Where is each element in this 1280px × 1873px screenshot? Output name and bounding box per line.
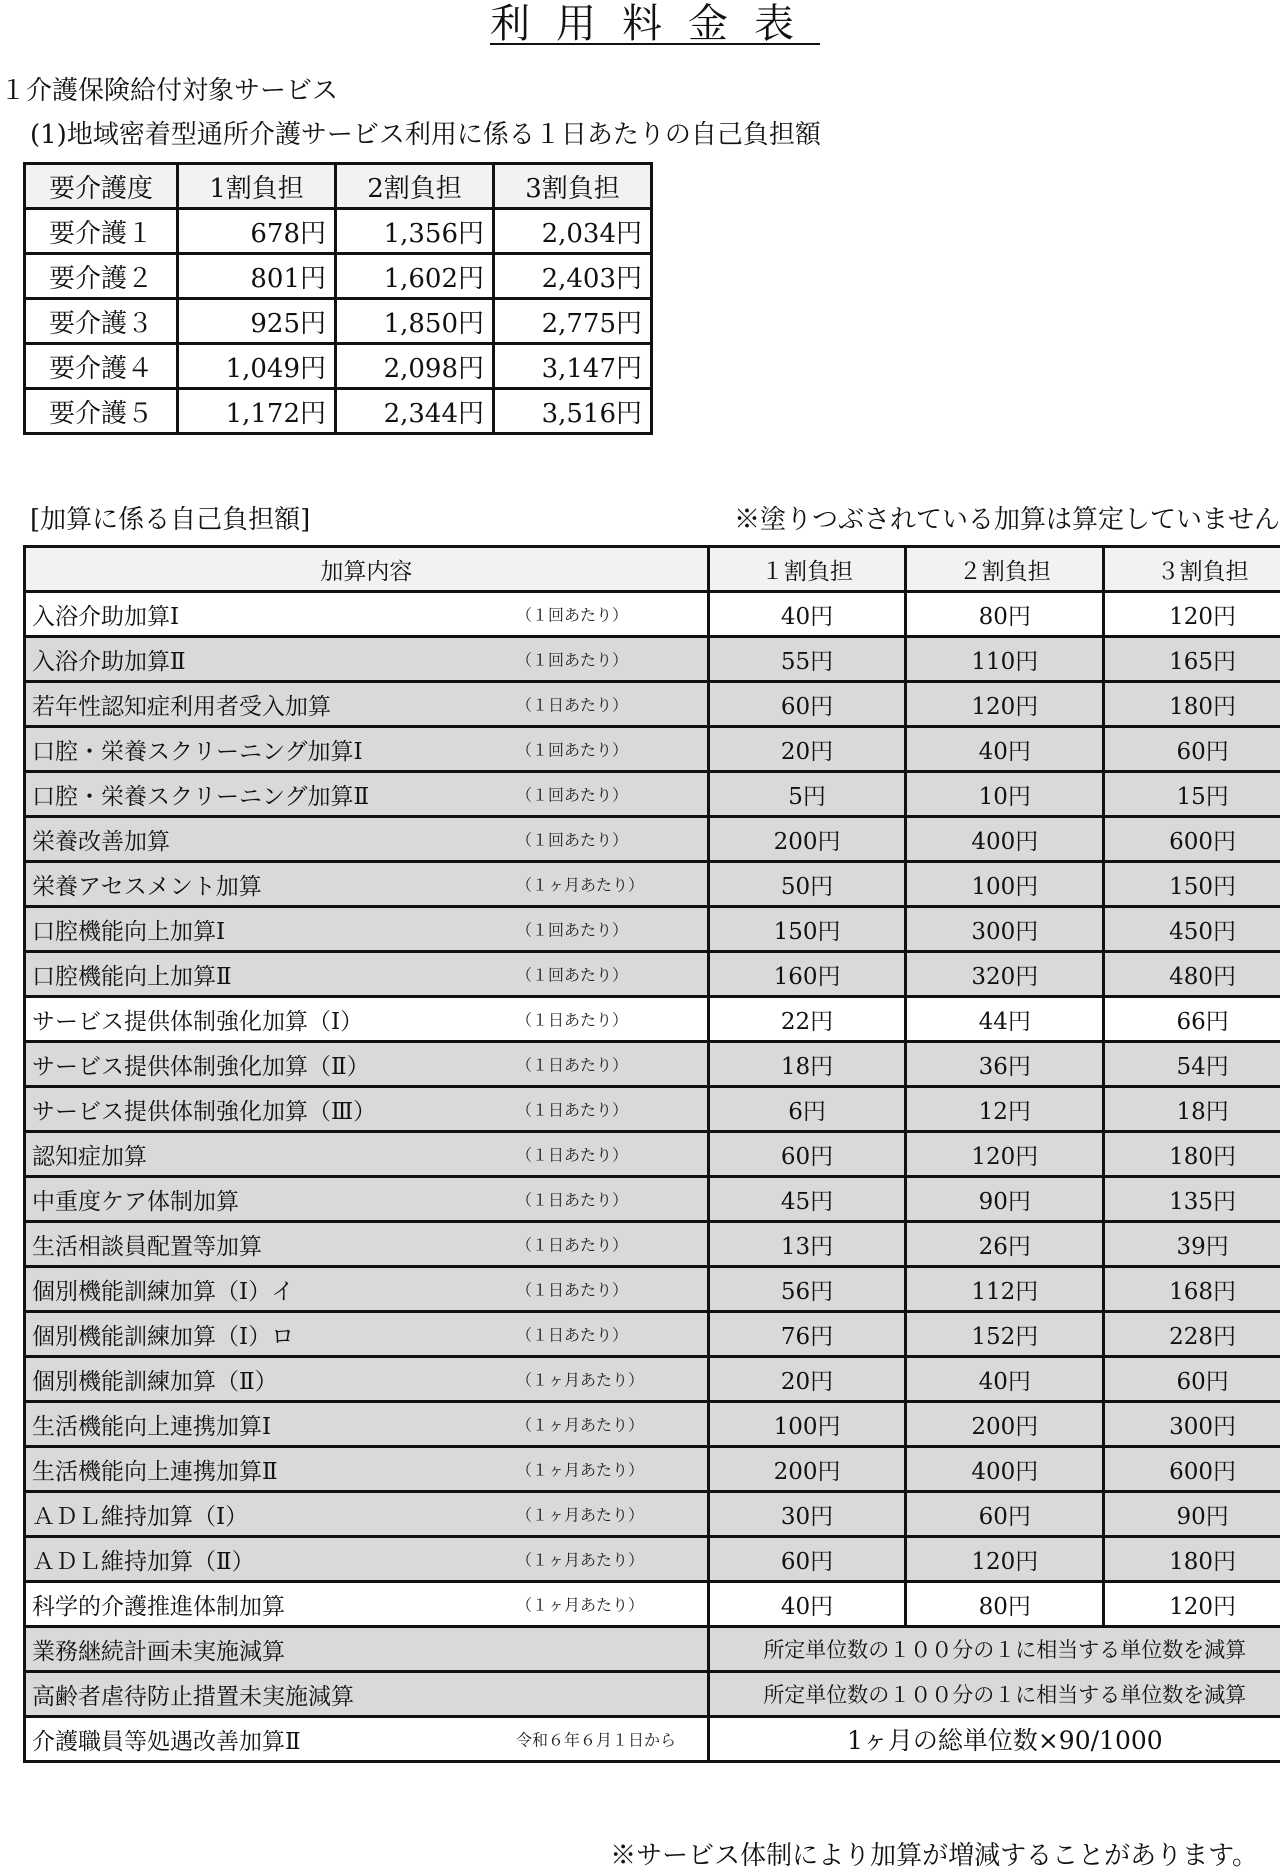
fee-1-cell: 22円 <box>708 997 906 1042</box>
fee-1-cell: 200円 <box>708 1447 906 1492</box>
fee-2-cell: 110円 <box>906 637 1104 682</box>
addition-name: 栄養アセスメント加算 <box>32 873 262 900</box>
addition-name: 栄養改善加算 <box>32 828 170 855</box>
table-row <box>25 1357 1280 1402</box>
fee-3-cell: 39円 <box>1104 1222 1280 1267</box>
fee-2-cell: 80円 <box>906 592 1104 637</box>
table-row <box>25 1042 1280 1087</box>
footer-note: ※サービス体制により加算が増減することがあります。 <box>610 1841 1258 1871</box>
fee-2-cell: 120円 <box>906 1537 1104 1582</box>
addition-unit: （１ヶ月あたり） <box>516 1550 645 1570</box>
section-subheading: (1)地域密着型通所介護サービス利用に係る１日あたりの自己負担額 <box>30 120 821 150</box>
fee-3-cell: 120円 <box>1104 592 1280 637</box>
addition-name-cell <box>25 1537 709 1582</box>
fee-3-cell: 15円 <box>1104 772 1280 817</box>
fee-1-cell: 40円 <box>708 1582 906 1627</box>
addition-name-cell <box>25 1042 709 1087</box>
addition-name: 個別機能訓練加算（Ⅰ）ロ <box>32 1323 295 1350</box>
care-level-cell: 要介護２ <box>25 254 178 299</box>
fee-2-cell: 44円 <box>906 997 1104 1042</box>
fee-3-cell: 2,403円 <box>494 254 652 299</box>
column-header: ２割負担 <box>906 547 1104 592</box>
table-header-row <box>25 164 652 209</box>
fee-3-cell: 180円 <box>1104 1132 1280 1177</box>
addition-name-cell <box>25 1717 709 1762</box>
addition-name-cell <box>25 1672 709 1717</box>
fee-1-cell: 45円 <box>708 1177 906 1222</box>
fee-2-cell: 26円 <box>906 1222 1104 1267</box>
column-header: 1割負担 <box>178 164 336 209</box>
fee-1-cell: 150円 <box>708 907 906 952</box>
addition-unit: （１ヶ月あたり） <box>516 1415 645 1435</box>
column-header: ３割負担 <box>1104 547 1280 592</box>
table-row <box>25 1582 1280 1627</box>
fee-3-cell: 90円 <box>1104 1492 1280 1537</box>
column-header: 加算内容 <box>25 547 709 592</box>
addition-name: 入浴介助加算Ⅰ <box>32 603 180 630</box>
fee-1-cell: 40円 <box>708 592 906 637</box>
addition-name-cell <box>25 997 709 1042</box>
addition-name-cell <box>25 637 709 682</box>
fee-2-cell: 300円 <box>906 907 1104 952</box>
addition-note: ※塗りつぶされている加算は算定していません <box>733 505 1280 535</box>
fee-3-cell: 18円 <box>1104 1087 1280 1132</box>
addition-name: ＡＤＬ維持加算（Ⅰ） <box>32 1503 249 1530</box>
addition-name: 生活機能向上連携加算Ⅱ <box>32 1458 278 1485</box>
fee-3-cell: 3,516円 <box>494 389 652 434</box>
base-fee-table <box>23 162 653 435</box>
addition-name: 生活相談員配置等加算 <box>32 1233 262 1260</box>
fee-3-cell: 600円 <box>1104 1447 1280 1492</box>
addition-name-cell <box>25 772 709 817</box>
fee-2-cell: 90円 <box>906 1177 1104 1222</box>
fee-3-cell: 300円 <box>1104 1402 1280 1447</box>
fee-3-cell: 480円 <box>1104 952 1280 997</box>
addition-name-cell <box>25 1357 709 1402</box>
addition-name: 介護職員等処遇改善加算Ⅱ <box>32 1728 301 1755</box>
table-row <box>25 1492 1280 1537</box>
addition-name-cell <box>25 1267 709 1312</box>
column-header: １割負担 <box>708 547 906 592</box>
addition-unit: （１ヶ月あたり） <box>516 875 645 895</box>
fee-3-cell: 66円 <box>1104 997 1280 1042</box>
table-row <box>25 592 1280 637</box>
table-row <box>25 1447 1280 1492</box>
fee-1-cell: 20円 <box>708 1357 906 1402</box>
addition-name-cell <box>25 907 709 952</box>
addition-name: 口腔・栄養スクリーニング加算Ⅱ <box>32 783 370 810</box>
fee-3-cell: 2,034円 <box>494 209 652 254</box>
addition-name-cell <box>25 1402 709 1447</box>
fee-1-cell: 100円 <box>708 1402 906 1447</box>
fee-3-cell: 60円 <box>1104 1357 1280 1402</box>
fee-3-cell: 135円 <box>1104 1177 1280 1222</box>
care-level-cell: 要介護４ <box>25 344 178 389</box>
fee-2-cell: 2,344円 <box>336 389 494 434</box>
addition-name-cell <box>25 592 709 637</box>
care-level-cell: 要介護１ <box>25 209 178 254</box>
fee-2-cell: 40円 <box>906 727 1104 772</box>
fee-1-cell: 60円 <box>708 1132 906 1177</box>
table-row <box>25 772 1280 817</box>
fee-2-cell: 40円 <box>906 1357 1104 1402</box>
fee-2-cell: 1,356円 <box>336 209 494 254</box>
addition-name-cell <box>25 1627 709 1672</box>
table-row <box>25 907 1280 952</box>
fee-3-cell: 180円 <box>1104 682 1280 727</box>
addition-name-cell <box>25 1177 709 1222</box>
calculation-rule-cell: 所定単位数の１００分の１に相当する単位数を減算 <box>708 1672 1280 1717</box>
addition-name: 業務継続計画未実施減算 <box>32 1638 285 1665</box>
addition-name: 個別機能訓練加算（Ⅰ）イ <box>32 1278 295 1305</box>
addition-name: 入浴介助加算Ⅱ <box>32 648 186 675</box>
addition-unit: （１日あたり） <box>516 1235 629 1255</box>
addition-name-cell <box>25 1582 709 1627</box>
table-header-row <box>25 547 1280 592</box>
addition-unit: （１回あたり） <box>516 605 629 625</box>
addition-name: 科学的介護推進体制加算 <box>32 1593 285 1620</box>
fee-2-cell: 100円 <box>906 862 1104 907</box>
addition-name-cell <box>25 1312 709 1357</box>
table-row <box>25 1672 1280 1717</box>
fee-1-cell: 20円 <box>708 727 906 772</box>
fee-3-cell: 450円 <box>1104 907 1280 952</box>
table-row <box>25 1627 1280 1672</box>
fee-1-cell: 55円 <box>708 637 906 682</box>
addition-name-cell <box>25 1132 709 1177</box>
addition-unit: （１ヶ月あたり） <box>516 1505 645 1525</box>
addition-heading: [加算に係る自己負担額] <box>30 505 311 535</box>
table-row <box>25 1312 1280 1357</box>
addition-name-cell <box>25 952 709 997</box>
table-row <box>25 727 1280 772</box>
addition-unit: （１日あたり） <box>516 1325 629 1345</box>
addition-name: サービス提供体制強化加算（Ⅰ） <box>32 1008 364 1035</box>
fee-2-cell: 400円 <box>906 817 1104 862</box>
fee-1-cell: 56円 <box>708 1267 906 1312</box>
fee-2-cell: 112円 <box>906 1267 1104 1312</box>
calculation-rule-cell: 所定単位数の１００分の１に相当する単位数を減算 <box>708 1627 1280 1672</box>
addition-name-cell <box>25 1447 709 1492</box>
addition-name: サービス提供体制強化加算（Ⅱ） <box>32 1053 370 1080</box>
fee-3-cell: 168円 <box>1104 1267 1280 1312</box>
addition-name: ＡＤＬ維持加算（Ⅱ） <box>32 1548 255 1575</box>
fee-1-cell: 1,172円 <box>178 389 336 434</box>
addition-unit: （１日あたり） <box>516 1010 629 1030</box>
addition-name: 生活機能向上連携加算Ⅰ <box>32 1413 272 1440</box>
fee-1-cell: 200円 <box>708 817 906 862</box>
addition-name: 中重度ケア体制加算 <box>32 1188 239 1215</box>
fee-3-cell: 180円 <box>1104 1537 1280 1582</box>
addition-unit: （１回あたり） <box>516 650 629 670</box>
table-row <box>25 682 1280 727</box>
fee-1-cell: 50円 <box>708 862 906 907</box>
fee-2-cell: 152円 <box>906 1312 1104 1357</box>
fee-2-cell: 320円 <box>906 952 1104 997</box>
fee-1-cell: 6円 <box>708 1087 906 1132</box>
addition-name: 認知症加算 <box>32 1143 147 1170</box>
table-row <box>25 997 1280 1042</box>
fee-1-cell: 30円 <box>708 1492 906 1537</box>
fee-2-cell: 1,602円 <box>336 254 494 299</box>
addition-unit: （１日あたり） <box>516 695 629 715</box>
fee-3-cell: 165円 <box>1104 637 1280 682</box>
fee-1-cell: 13円 <box>708 1222 906 1267</box>
table-row <box>25 209 652 254</box>
table-row <box>25 1177 1280 1222</box>
table-row <box>25 1402 1280 1447</box>
fee-3-cell: 54円 <box>1104 1042 1280 1087</box>
fee-1-cell: 60円 <box>708 1537 906 1582</box>
addition-name: 口腔・栄養スクリーニング加算Ⅰ <box>32 738 363 765</box>
table-row <box>25 1087 1280 1132</box>
addition-unit: （１回あたり） <box>516 830 629 850</box>
table-row <box>25 1717 1280 1762</box>
table-row <box>25 1132 1280 1177</box>
addition-name: 口腔機能向上加算Ⅰ <box>32 918 226 945</box>
fee-3-cell: 150円 <box>1104 862 1280 907</box>
addition-name-cell <box>25 682 709 727</box>
addition-name-cell <box>25 1087 709 1132</box>
table-row <box>25 254 652 299</box>
fee-3-cell: 3,147円 <box>494 344 652 389</box>
fee-2-cell: 60円 <box>906 1492 1104 1537</box>
fee-2-cell: 2,098円 <box>336 344 494 389</box>
addition-name: 若年性認知症利用者受入加算 <box>32 693 331 720</box>
fee-2-cell: 120円 <box>906 682 1104 727</box>
fee-2-cell: 120円 <box>906 1132 1104 1177</box>
addition-unit: （１日あたり） <box>516 1190 629 1210</box>
table-row <box>25 952 1280 997</box>
addition-unit: （１回あたり） <box>516 740 629 760</box>
addition-name-cell <box>25 817 709 862</box>
fee-1-cell: 160円 <box>708 952 906 997</box>
fee-2-cell: 12円 <box>906 1087 1104 1132</box>
addition-name-cell <box>25 1222 709 1267</box>
fee-1-cell: 76円 <box>708 1312 906 1357</box>
addition-unit: （１回あたり） <box>516 920 629 940</box>
column-header: 2割負担 <box>336 164 494 209</box>
addition-unit: （１回あたり） <box>516 785 629 805</box>
fee-3-cell: 600円 <box>1104 817 1280 862</box>
addition-name: サービス提供体制強化加算（Ⅲ） <box>32 1098 377 1125</box>
addition-unit: （１回あたり） <box>516 965 629 985</box>
fee-2-cell: 1,850円 <box>336 299 494 344</box>
addition-name: 高齢者虐待防止措置未実施減算 <box>32 1683 354 1710</box>
addition-name: 口腔機能向上加算Ⅱ <box>32 963 232 990</box>
column-header: 3割負担 <box>494 164 652 209</box>
fee-2-cell: 10円 <box>906 772 1104 817</box>
fee-1-cell: 5円 <box>708 772 906 817</box>
calculation-rule-cell: 1ヶ月の総単位数×90/1000 <box>708 1717 1280 1762</box>
addition-name-cell <box>25 1492 709 1537</box>
table-row <box>25 1537 1280 1582</box>
addition-name-cell <box>25 727 709 772</box>
care-level-cell: 要介護３ <box>25 299 178 344</box>
fee-3-cell: 120円 <box>1104 1582 1280 1627</box>
addition-unit: （１ヶ月あたり） <box>516 1370 645 1390</box>
page-title: 利用料金表 <box>490 1 820 47</box>
fee-2-cell: 80円 <box>906 1582 1104 1627</box>
fee-3-cell: 2,775円 <box>494 299 652 344</box>
addition-unit: 令和６年６月１日から <box>516 1730 677 1750</box>
table-row <box>25 1267 1280 1312</box>
care-level-cell: 要介護５ <box>25 389 178 434</box>
fee-2-cell: 200円 <box>906 1402 1104 1447</box>
section-heading: １介護保険給付対象サービス <box>0 76 339 106</box>
table-row <box>25 862 1280 907</box>
addition-unit: （１ヶ月あたり） <box>516 1595 645 1615</box>
fee-2-cell: 400円 <box>906 1447 1104 1492</box>
fee-1-cell: 678円 <box>178 209 336 254</box>
table-row <box>25 817 1280 862</box>
fee-1-cell: 801円 <box>178 254 336 299</box>
table-row <box>25 637 1280 682</box>
fee-3-cell: 60円 <box>1104 727 1280 772</box>
addition-fee-table <box>23 545 1280 1763</box>
fee-1-cell: 1,049円 <box>178 344 336 389</box>
fee-1-cell: 925円 <box>178 299 336 344</box>
table-row <box>25 344 652 389</box>
table-row <box>25 389 652 434</box>
addition-unit: （１日あたり） <box>516 1055 629 1075</box>
addition-name-cell <box>25 862 709 907</box>
fee-1-cell: 60円 <box>708 682 906 727</box>
column-header: 要介護度 <box>25 164 178 209</box>
table-row <box>25 1222 1280 1267</box>
addition-name: 個別機能訓練加算（Ⅱ） <box>32 1368 278 1395</box>
addition-unit: （１ヶ月あたり） <box>516 1460 645 1480</box>
addition-unit: （１日あたり） <box>516 1145 629 1165</box>
fee-1-cell: 18円 <box>708 1042 906 1087</box>
fee-2-cell: 36円 <box>906 1042 1104 1087</box>
addition-unit: （１日あたり） <box>516 1100 629 1120</box>
fee-3-cell: 228円 <box>1104 1312 1280 1357</box>
table-row <box>25 299 652 344</box>
addition-unit: （１日あたり） <box>516 1280 629 1300</box>
